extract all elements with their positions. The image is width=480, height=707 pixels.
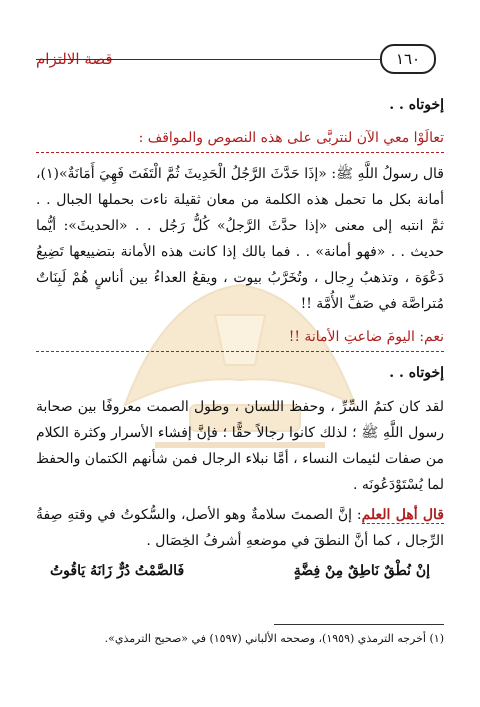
page-content — [36, 92, 444, 584]
greeting-1: إخوتاه . . — [389, 97, 444, 113]
header-rule — [36, 59, 384, 60]
poem-verse — [36, 558, 444, 584]
paragraph-2: لقد كان كتمُ السِّرِّ ، وحفظ اللسان ، وطول الصمت معروفًا بين صحابة رسول اللَّهِ ﷺ ؛ لذلك كانوا رجالاً حقًّا ؛ فإنَّ إفشاء الأسرار وكثرة الكلام من صفات لئيمات النساء ، أمَّا نبلاء الرجال فمن شأنهم الكتمان والحفظ لما يُسْتَوْدَعُونَه . — [36, 399, 444, 493]
book-title: قصة الالتزام — [36, 50, 113, 68]
paragraph-3-text: : إنَّ الصمتَ سلامةٌ وهو الأصل، والسُّكوتُ في وقتهِ صِفةُ الرِّجال ، كما أنَّ النطقَ في موضعهِ أشرفُ الخِصَال . — [36, 507, 444, 549]
footnote-rule — [274, 624, 444, 625]
footnote: (١) أخرجه الترمذي (١٩٥٩)، وصححه الألباني (١٥٩٧) في «صحيح الترمذي». — [104, 632, 444, 645]
paragraph-3 — [36, 502, 444, 554]
page-number: ١٦٠ — [380, 44, 436, 74]
poem-hemistich-1: إنْ نُطْقٌ نَاطِقٌ مِنْ فِضَّةٍ — [293, 563, 430, 579]
paragraph-1: قال رسولُ اللَّهِ ﷺ: «إذَا حَدَّثَ الرَّجُلُ الْحَدِيثَ ثُمَّ الْتَفَتَ فَهِيَ أَمَانَةٌ»(١)، أمانة بكل ما تحمل هذه الكلمة من معان ثقيلة ناءت بحملها الجبال . . ثمَّ انتبه إلى معنى «إذا حدَّثَ الرَّجلُ» كُلُّ رَجُل . . «الحديثَ»: أيُّما حديث . . «فهو أمانة» . . فما بالك إذا كانت هذه الأمانة بتضييعها تَضِيعُ دَعْوَة ، وتذهبُ رِجال ، وتُخَرَّبُ بيوت ، ويقعُ العداءُ بين أناسٍ هُمْ لَبِنَاتٌ مُتراصَّة في صَفِّ الأُمَّة !! — [36, 166, 444, 312]
section-heading-2: نعم: اليومَ ضاعتِ الأمانة !! — [36, 325, 444, 352]
poem-hemistich-2: فَالصَّمْتُ دُرٌّ زَانَهُ يَاقُوتُ — [50, 563, 185, 579]
greeting-2: إخوتاه . . — [389, 365, 444, 381]
page-header — [36, 42, 444, 76]
section-heading-1: تعالَوْا معي الآن لنتربَّى على هذه النصوص والمواقف : — [36, 126, 444, 153]
scholars-label: قال أهل العلم — [361, 507, 444, 523]
